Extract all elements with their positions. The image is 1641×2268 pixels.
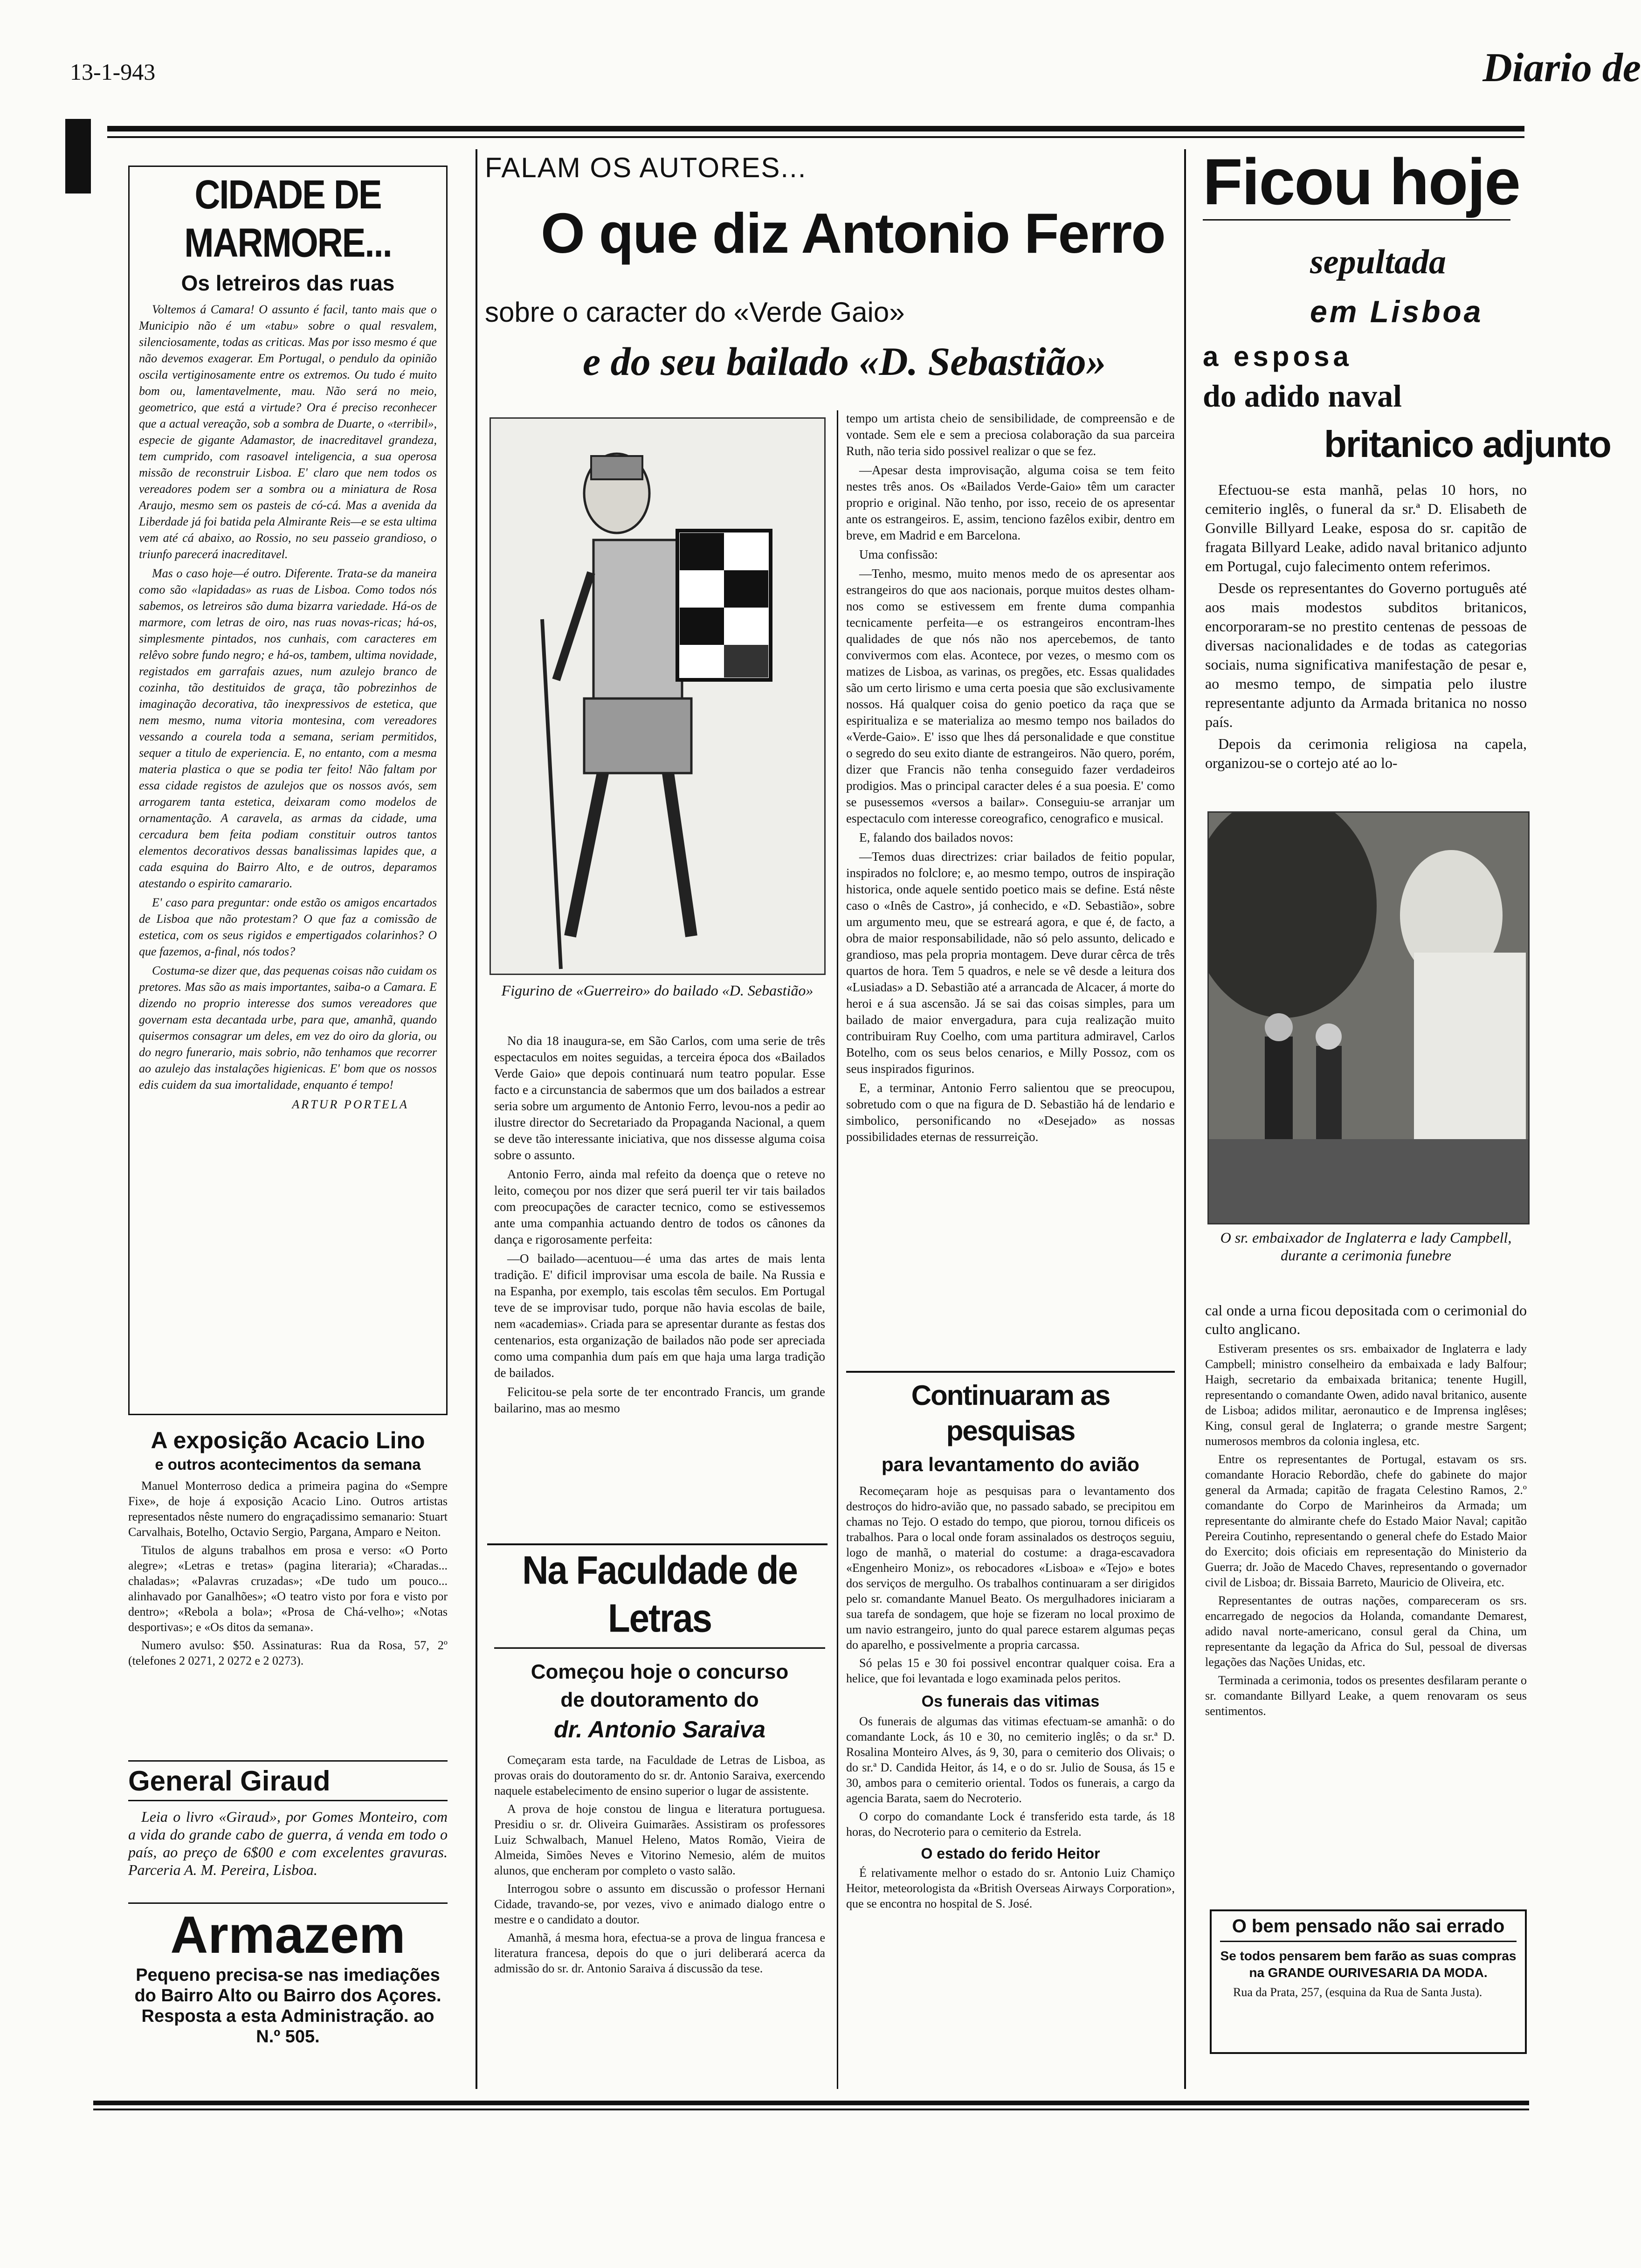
ourivesaria-title: O bem pensado não sai errado: [1220, 1916, 1517, 1942]
funeral-photo-caption: O sr. embaixador de Inglaterra e lady Campbell, durante a cerimonia funebre: [1220, 1229, 1512, 1264]
warrior-figure: [491, 419, 824, 974]
cidade-signature: ARTUR PORTELA: [292, 1098, 409, 1111]
ferro-col2: [846, 410, 1175, 1148]
funeral-sub-3: a esposa: [1203, 341, 1352, 372]
center-subhead-1: sobre o caracter do «Verde Gaio»: [485, 297, 905, 328]
giraud-rule-top: [128, 1760, 448, 1762]
funeral-paragraph: cal onde a urna ficou depositada com o cerimonial do culto anglicano.: [1205, 1302, 1527, 1337]
faculdade-subtitle-1: Começou hoje o concurso: [531, 1660, 789, 1683]
pesquisas-subtitle: para levantamento do avião: [881, 1453, 1140, 1475]
faculdade-article: [494, 1547, 825, 1979]
pesquisas-body: [846, 1483, 1175, 1686]
divider-left: [476, 149, 477, 2089]
funeral-photo: [1207, 811, 1530, 1224]
cidade-paragraph: Mas o caso hoje—é outro. Diferente. Trata-se da maneira como são «lapidadas» as ruas de Lisboa. Como todos nós sabemos, os letreiros são duma bizarra variedade. Há-os de marmore, com letras de oiro, nas ruas novas-ricas; há-os, simplesmente pintados, nos cunhais, com caracteres em relêvo sobre fundo negro; e há-os, tambem, ultima novidade, registados em garrafais azues, num azulejo branco de cozinha, tão destituidos de graça, tão pobrezinhos de imaginação decorativa, tão inexpressivos de estetica, que nem mesmo, numa vitoria montesina, com vereadores vessando a courela toda a semana, seriam permitidos, sequer a titulo de experiencia. E, no entanto, com a mesma materia plastica o que se podia ter feito! Não faltam por essa cidade registos de azulejos que os nossos avós, sem arrogarem tanta estetica, deixaram como modelos de ornamentação. A caravela, as armas da cidade, uma cercadura bem feita podiam constituir outros tantos elementos decorativos dessas banalissimas lapides que, a cada esquina do Bairro Alto, e de outros, deparamos atestando o espirito camarario.: [139, 567, 437, 890]
ourivesaria-text: Se todos pensarem bem farão as suas compras na GRANDE OURIVESARIA DA MODA.: [1220, 1949, 1517, 1980]
funeral-paragraph: Desde os representantes do Governo português até aos mais modestos subditos britanicos, encorporaram-se no prestito centenas de pessoas de diversas nacionalidades e de todas as categorias sociais, numa significativa manifestação de pesar e, ao mesmo tempo, de simpatia pelo ilustre representante adjunto da Armada britanica no nosso país.: [1205, 580, 1527, 730]
center-kicker: FALAM OS AUTORES...: [485, 152, 807, 183]
ourivesaria-ad: [1210, 1909, 1527, 2054]
center-subhead-2: e do seu bailado «D. Sebastião»: [583, 339, 1106, 384]
ferido-body: [846, 1865, 1175, 1911]
funeral-headline: Ficou hoje: [1203, 145, 1520, 218]
exposicao-paragraph: Titulos de alguns trabalhos em prosa e verso: «O Porto alegre»; «Letras e tretas» (pagina literaria); «Charadas... chaladas»; «Palavras cruzadas»; «De tudo um pouco... alinhavado por Ganalhões»; «O teatro visto por fora e visto por dentro»; «Rebola a bola»; «Prosa de Chá-velho»; «Notas desportivas»; e «Os ditos da semana».: [128, 1543, 448, 1634]
left-margin-bar: [65, 119, 91, 194]
ferro-paragraph: —Tenho, mesmo, muito menos medo de os apresentar aos estrangeiros do que aos nacionais, porque muitos destes olham-nos como se estivessem em frente duma companhia tecnicamente perfeita—e os estrangeiros encontram-lhes qualidades de que nós não nos apercebemos, de tanto convivermos com elas. Acontece, por vezes, o mesmo com os matizes de Lisboa, as varinas, os pregões, etc. Essas qualidades são um certo lirismo e uma certa poesia que são exclusivamente nossos. Há qualquer coisa do genio poetico da raça que se espiritualiza e se materializa ao mesmo tempo nos bailados do «Verde-Gaio». E' isso que lhes dá personalidade e que constitue o segredo do seu exito diante de estrangeiros. Não quero, porém, dizer que Francis não tenha conseguido fazer verdadeiros prodigios. Mas o principal caracter deles é a sua poesia. E' como se pusessemos «versos a bailar». Conseguiu-se arranjar um espectaculo com interesse coreografico, cenografico e musical.: [846, 567, 1175, 825]
cidade-box: [128, 166, 448, 1415]
ourivesaria-address: Rua da Prata, 257, (esquina da Rua de Santa Justa).: [1233, 1985, 1482, 1999]
vitimas-paragraph: O corpo do comandante Lock é transferido esta tarde, ás 18 horas, do Necroterio para o cemiterio da Estrela.: [846, 1810, 1175, 1839]
bottom-rule-thin: [93, 2109, 1529, 2110]
ferro-paragraph: E, falando dos bailados novos:: [859, 830, 1014, 844]
armazem-rule-top: [128, 1902, 448, 1904]
cidade-subtitle: Os letreiros das ruas: [181, 271, 395, 295]
exposicao-article: [128, 1427, 448, 1671]
ferro-paragraph: Antonio Ferro, ainda mal refeito da doença que o reteve no leito, começou por nos dizer que será pueril ter vir tais bailados com preocupações de caracter tecnico, como se estivessemos ante uma companhia actuando dentro de todos os cânones da dança e rigorosamente perfeita:: [494, 1167, 825, 1246]
pesquisas-rule-top: [846, 1371, 1175, 1373]
cidade-paragraph: E' caso para preguntar: onde estão os amigos encartados de Lisboa que não protestam? O que faz a comissão de estetica, com os seus rigidos e empertigados colarinhos? O que fazemos, a-final, nós todos?: [139, 896, 437, 958]
ferro-paragraph: Uma confissão:: [859, 547, 938, 561]
cidade-title: CIDADE DE MARMORE...: [184, 172, 392, 266]
funeral-paragraph: Efectuou-se esta manhã, pelas 10 hors, no cemiterio inglês, o funeral da sr.ª D. Elisabeth de Gonville Billyard Leake, esposa do sr. capitão de fragata Billyard Leake, adido naval britanico adjunto em Portugal, cujo falecimento ontem referimos.: [1205, 481, 1527, 574]
faculdade-paragraph: Amanhã, á mesma hora, efectua-se a prova de lingua francesa e literatura francesa, depois do que o juri deliberará acerca da admissão do sr. dr. Antonio Saraiva á discussão da tese.: [494, 1931, 825, 1975]
ferro-paragraph: No dia 18 inaugura-se, em São Carlos, com uma serie de três espectaculos em noites seguidas, a terceira época dos «Bailados Verde Gaio» que depois continuará num teatro popular. Esse facto e a circunstancia de sabermos que um dos bailados a estrear seria sobre um argumento de Antonio Ferro, levou-nos a pedir ao ilustre director do Secretariado da Propaganda Nacional, a quem se deve tão interessante iniciativa, que nos dissesse alguma coisa sobre o assunto.: [494, 1034, 825, 1162]
ferro-paragraph: tempo um artista cheio de sensibilidade, de compreensão e de vontade. Sem ele e sem a preciosa colaboração da sua parceira Ruth, não teria sido possivel realizar o que se fez.: [846, 411, 1175, 458]
exposicao-paragraph: Numero avulso: $50. Assinaturas: Rua da Rosa, 57, 2º (telefones 2 0271, 2 0272 e 2 0273).: [128, 1639, 448, 1667]
exposicao-subtitle: e outros acontecimentos da semana: [155, 1456, 421, 1473]
funeral-sub-1: sepultada: [1310, 243, 1446, 281]
exposicao-title: A exposição Acacio Lino: [151, 1427, 425, 1453]
faculdade-title: Na Faculdade de Letras: [494, 1546, 825, 1649]
faculdade-rule-top: [487, 1543, 827, 1545]
funeral-sub-2: em Lisboa: [1310, 294, 1483, 329]
faculdade-paragraph: Começaram esta tarde, na Faculdade de Letras de Lisboa, as provas orais do doutoramento do sr. dr. Antonio Saraiva, exercendo naquele estabelecimento de ensino superior o lugar de assistente.: [494, 1753, 825, 1798]
funeral-paragraph: Depois da cerimonia religiosa na capela, organizou-se o cortejo até ao lo-: [1205, 735, 1527, 771]
top-rule-thin: [107, 136, 1524, 138]
faculdade-paragraph: Interrogou sobre o assunto em discussão o professor Hernani Cidade, travando-se, por vezes, vivo e animado dialogo entre o mestre e o candidato a doutor.: [494, 1882, 825, 1926]
ferro-paragraph: —Apesar desta improvisação, alguma coisa se tem feito nestes três anos. Os «Bailados Verde-Gaio» têm um caracter proprio e original. Não tenho, por isso, receio de os apresentar ante os estrangeiros. E, assim, tenciono fazêlos exibir, dentro em breve, em Madrid e em Barcelona.: [846, 463, 1175, 542]
cidade-paragraph: Voltemos á Camara! O assunto é facil, tanto mais que o Municipio não é um «tabu» sobre o qual resvalem, silenciosamente, todas as criticas. Mas por isso mesmo é que não devemos exagerar. Em Portugal, o pendulo da opinião oscila vertiginosamente entre os extremos. Ou tudo é muito bom ou, lamentavelmente, mau. Não será no meio, geometrico, que está a virtude? Ora é preciso reconhecer que a actual vereação, sob a sombra de Duarte, o «terribil», especie de gigante Adamastor, de inacreditavel grandeza, tem cumprido, com rasoavel inteligencia, a sua operosa missão de reconstruir Lisboa. E' claro que nem todos os vereadores podem ser a sombra ou a miniatura de Rosa Araujo, mesmo sem os pasteis de có-cá. Mas a avenida da Liberdade já foi batida pela Almirante Reis—e se esta ultima vem até cá abaixo, ao Rossio, no seu passeio grandioso, o triunfo parecerá inacreditavel.: [139, 303, 437, 561]
pesquisas-article: [846, 1378, 1175, 1914]
ferro-paragraph: E, a terminar, Antonio Ferro salientou que se preocupou, sobretudo com o que na figura de D. Sebastião há de lendario e simbolico, personificando no «Desejado» as nossas possibilidades eternas de ressurreição.: [846, 1081, 1175, 1144]
giraud-ad: [128, 1765, 448, 1879]
pesquisas-paragraph: Só pelas 15 e 30 foi possivel encontrar qualquer coisa. Era a helice, que foi levantada e logo examinada pelos peritos.: [846, 1656, 1175, 1685]
pesquisas-paragraph: Recomeçaram hoje as pesquisas para o levantamento dos destroços do hidro-avião que, no passado sabado, se precipitou em chamas no Tejo. O estado do tempo, que piorou, tornou dificeis os trabalhos. Para o local onde foram assinalados os destroços seguiu, logo de manhã, o material do costume: a draga-escavadora «Engenheiro Moniz», os rebocadores «Lisboa» e «Tejo» e botes dos serviços de mergulho. Os trabalhos continuaram a ser dirigidos pelo sr. comandante Manuel Beato. Os mergulhadores iniciaram a sua tarefa de sondagem, que hoje se fizeram no local proximo de um navio estrangeiro, junto do qual parece estarem algumas peças do aparelho, e possivelmente a propria carcassa.: [846, 1484, 1175, 1652]
funeral-body-1: [1205, 480, 1527, 775]
vitimas-paragraph: Os funerais de algumas das vitimas efectuam-se amanhã: o do comandante Lock, ás 10 e 30, no cemiterio inglês; o da sr.ª D. Rosalina Monteiro Alves, ás 9, 30, para o cemiterio dos Olivais; o do sr.ª D. Candida Heitor, ás 14, e o do sr. Julio de Sousa, ás 15 e 30, ambos para o cemiterio oriental. Todos os funerais, a cargo da agencia Barata, saem do Necroterio.: [846, 1715, 1175, 1805]
bottom-rule-thick: [93, 2101, 1529, 2105]
divider-center: [837, 410, 838, 2089]
ferido-title: O estado do ferido Heitor: [921, 1845, 1100, 1862]
figure-caption: Figurino de «Guerreiro» do bailado «D. Sebastião»: [501, 982, 814, 999]
top-rule-thick: [107, 126, 1524, 131]
center-headline: O que diz Antonio Ferro: [541, 201, 1165, 265]
giraud-text: Leia o livro «Giraud», por Gomes Monteiro, com a vida do grande cabo de guerra, á venda em todo o país, ao preço de 6$00 e com excelentes gravuras. Parceria A. M. Pereira, Lisboa.: [128, 1808, 448, 1878]
armazem-title: Armazem: [170, 1906, 406, 1964]
ferro-paragraph: Felicitou-se pela sorte de ter encontrado Francis, um grande bailarino, mas ao mesmo: [494, 1385, 825, 1415]
ferido-paragraph: É relativamente melhor o estado do sr. Antonio Luiz Chamiço Heitor, meteorologista da «British Overseas Airways Corporation», que se encontra no hospital de S. José.: [846, 1866, 1175, 1910]
exposicao-body: [128, 1478, 448, 1668]
ferro-col1: [494, 1033, 825, 1419]
faculdade-paragraph: A prova de hoje constou de lingua e literatura portuguesa. Presidiu o sr. dr. Oliveira Guimarães. Assistiram os professores Luiz Schwalbach, Manuel Heleno, Matos Romão, Vieira de Almeida, Simões Neves e Vitorino Nemesio, além de muitos alunos, que encheram por completo o vasto salão.: [494, 1802, 825, 1877]
faculdade-body: [494, 1752, 825, 1976]
faculdade-subtitle-2: de doutoramento do: [560, 1688, 759, 1711]
funeral-body-2: [1205, 1301, 1527, 1722]
vitimas-body: [846, 1714, 1175, 1839]
ferro-paragraph: —Temos duas directrizes: criar bailados de feitio popular, inspirados no folclore; e, ao mesmo tempo, outros de inspiração historica, onde aquele sentido poetico mais se define. Está nêste caso o «Inês de Castro», já conhecido, e «D. Sebastião», sobre um argumento meu, que se estreará agora, e que é, de facto, a obra de maior responsabilidade, não só pelo assunto, delicado e grandioso, mas pela propria montagem. Deve durar cêrca de três quartos de hora. Tem 5 quadros, e nele se vê desde a leitura dos «Lusiadas» a D. Sebastião até a arrancada de Alcacer, á morte do heroi e á sua ascensão. Já se sai das coisas simples, para um bailado de maior envergadura, para cuja realização muito contribuiram Ruy Coelho, com uma partitura admiravel, Carlos Botelho, com os seus belos cenarios, e Milly Possoz, com os seus inspirados figurinos.: [846, 850, 1175, 1076]
armazem-text: Pequeno precisa-se nas imediações do Bairro Alto ou Bairro dos Açores. Resposta a esta Administração. ao N.º 505.: [134, 1965, 441, 2047]
page-date: 13-1-943: [70, 59, 156, 85]
funeral-paragraph: Representantes de outras nações, compareceram os srs. encarregado de negocios da Holanda, comandante Demarest, adido naval norte-americano, consul geral da China, um representante da legação da Africa do Sul, pessoal de diversas legações das Nações Unidas, etc.: [1205, 1594, 1527, 1669]
funeral-paragraph: Entre os representantes de Portugal, estavam os srs. comandante Horacio Rebordão, chefe do gabinete do major general da Armada; capitão de fragata Celestino Ramos, 2.º comandante do Corpo de Marinheiros da Armada; um representante do almirante chefe do Estado Maior Naval; capitão Pereira Coutinho, representando o general chefe do Estado Maior do Exercito; dois oficiais em representação do Ministerio da Guerra; dr. João de Macedo Chaves, representando o governador civil de Lisboa; dr. Bissaia Barreto, Mauricio de Oliveira, etc.: [1205, 1452, 1527, 1589]
newspaper-name: Diario de: [1482, 45, 1641, 90]
funeral-paragraph: Estiveram presentes os srs. embaixador de Inglaterra e lady Campbell; ministro conselheiro da embaixada e lady Balfour; Haigh, secretario da embaixada britanica; tenente Hugill, representando o comandante Owen, adido naval britanico, ausente de Lisboa; adidos militar, aeronautico e de Imprensa inglêses; King, consul geral de Inglaterra; o grande mestre Sargent; numerosos membros da colonia inglesa, etc.: [1205, 1342, 1527, 1448]
pesquisas-title: Continuaram as pesquisas: [911, 1380, 1110, 1446]
funeral-sub-4: do adido naval: [1203, 378, 1402, 414]
exposicao-paragraph: Manuel Monterroso dedica a primeira pagina do «Sempre Fixe», de hoje á exposição Acacio Lino. Outros artistas representados nêste numero do engraçadissimo semanario: Stuart Carvalhais, Botelho, Octavio Sergio, Pargana, Amparo e Neiton.: [128, 1479, 448, 1539]
funeral-headline-rule: [1203, 219, 1510, 221]
ferro-paragraph: —O bailado—acentuou—é uma das artes de mais lenta tradição. E' dificil improvisar uma escola de baile. Na Russia e na Espanha, por exemplo, tais escolas têm seculos. Em Portugal teve de se improvisar tudo, porque não havia escolas de baile, nem «academias». Criada para se apresentar durante as festas dos centenarios, esta organização de bailados não pode ser apreciada como uma companhia dum país em que haja uma larga tradição de bailados.: [494, 1252, 825, 1380]
funeral-paragraph: Terminada a cerimonia, todos os presentes desfilaram perante o sr. comandante Billyard Leake, a quem renovaram os seus sentimentos.: [1205, 1673, 1527, 1718]
funeral-photo-scene: [1209, 813, 1528, 1223]
divider-right: [1184, 149, 1186, 2089]
faculdade-subtitle-3: dr. Antonio Saraiva: [554, 1716, 765, 1742]
giraud-title: General Giraud: [128, 1765, 448, 1801]
guerreiro-illustration: [490, 417, 826, 975]
cidade-paragraph: Costuma-se dizer que, das pequenas coisas não cuidam os pretores. Mas são as mais importantes, saiba-o a Camara. E dizendo no proprio interesse dos sumos vereadores que governam esta decantada urbe, para que, amanhã, quando quisermos consagrar um deles, em vez do oiro da gloria, ou do negro funerario, mais sobrio, não tenhamos que recorrer ao azulejo das instalações higienicas. E' bom que os nossos edis cuidem da sua imortalidade, enquanto é tempo!: [139, 964, 437, 1092]
vitimas-title: Os funerais das vitimas: [921, 1693, 1100, 1710]
funeral-sub-5: britanico adjunto: [1324, 423, 1611, 465]
armazem-ad: [128, 1907, 448, 2047]
cidade-body: [139, 301, 437, 1093]
